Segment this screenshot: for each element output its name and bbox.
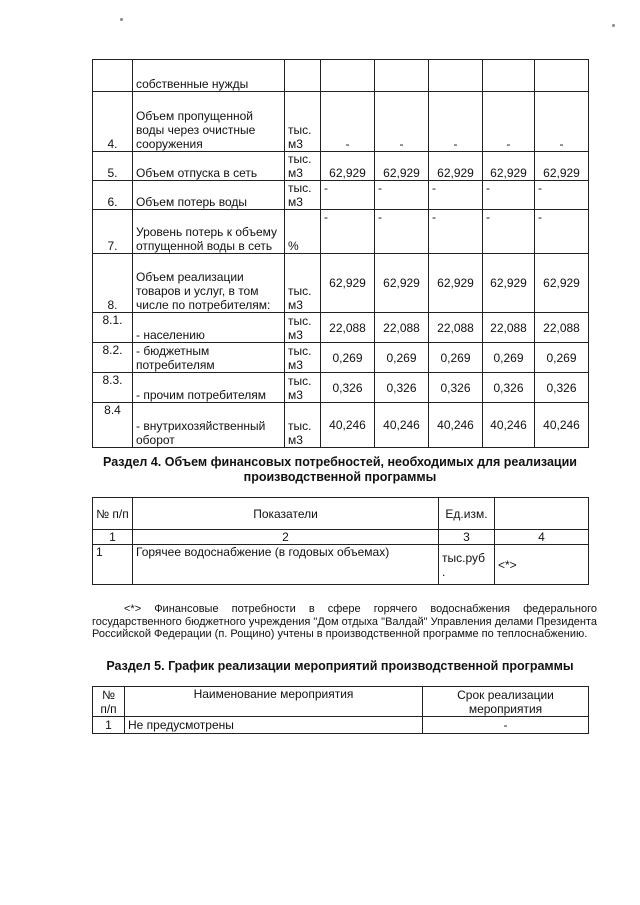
row-unit: тыс. м3	[285, 313, 321, 343]
row-value: 0,326	[429, 373, 483, 403]
row-value: -	[375, 92, 429, 152]
row-name: собственные нужды	[133, 60, 285, 92]
section5-title: Раздел 5. График реализации мероприятий производственной программы	[106, 659, 574, 673]
row-name: Не предусмотрены	[125, 717, 423, 734]
row-value: -	[429, 210, 483, 254]
row-value	[321, 60, 375, 92]
production-indicators-table	[92, 59, 589, 448]
row-value: 62,929	[535, 254, 589, 313]
row-unit	[285, 60, 321, 92]
header-unit: Ед.изм.	[439, 498, 495, 530]
row-num: 4.	[93, 92, 133, 152]
row-num: 1	[93, 717, 125, 734]
row-value: 22,088	[483, 313, 535, 343]
row-name: - населению	[133, 313, 285, 343]
header-num: № п/п	[93, 498, 133, 530]
row-value: 0,269	[429, 343, 483, 373]
colnum: 2	[133, 530, 439, 545]
row-value: 0,326	[321, 373, 375, 403]
row-unit: тыс. м3	[285, 152, 321, 181]
row-value: -	[483, 210, 535, 254]
table-row	[93, 254, 589, 313]
row-num: 7.	[93, 210, 133, 254]
row-value: -	[535, 92, 589, 152]
table-row	[93, 373, 589, 403]
table-row	[93, 60, 589, 92]
row-value: 40,246	[429, 403, 483, 448]
row-value	[483, 60, 535, 92]
section4-title-line1: Раздел 4. Объем финансовых потребностей, необходимых для реализации	[103, 455, 577, 469]
table-row	[93, 152, 589, 181]
colnum: 1	[93, 530, 133, 545]
row-value: 0,269	[375, 343, 429, 373]
row-name: - прочим потребителям	[133, 373, 285, 403]
row-value: 0,269	[535, 343, 589, 373]
header-value	[495, 498, 589, 530]
row-num: 8.	[93, 254, 133, 313]
row-value: -	[375, 210, 429, 254]
table-row	[93, 343, 589, 373]
header-name: Наименование мероприятия	[125, 687, 423, 717]
row-value: <*>	[495, 545, 589, 585]
row-num: 8.2.	[93, 343, 133, 373]
section4-title	[92, 455, 588, 485]
row-value	[375, 60, 429, 92]
row-value: 62,929	[321, 152, 375, 181]
row-value: 22,088	[321, 313, 375, 343]
row-name: Объем отпуска в сеть	[133, 152, 285, 181]
row-num: 5.	[93, 152, 133, 181]
row-value: 0,326	[375, 373, 429, 403]
row-value: 62,929	[375, 152, 429, 181]
row-name: - внутрихозяйственный оборот	[133, 403, 285, 448]
row-value	[429, 60, 483, 92]
footnote: <*> Финансовые потребности в сфере горячего водоснабжения федерального государственного бюджетного учреждения "Дом отдыха "Валдай" Управления делами Президента Российской Федерации (п. Рощино) учтены в производственной программе по теплоснабжению.	[92, 603, 597, 640]
row-num: 1	[93, 545, 133, 585]
row-value: 62,929	[535, 152, 589, 181]
row-name: Объем реализации товаров и услуг, в том числе по потребителям:	[133, 254, 285, 313]
row-value: 0,269	[321, 343, 375, 373]
row-value: -	[321, 210, 375, 254]
row-value: -	[321, 181, 375, 210]
activities-schedule-table	[92, 686, 589, 734]
row-value: 40,246	[375, 403, 429, 448]
row-unit: %	[285, 210, 321, 254]
row-value: 62,929	[429, 254, 483, 313]
header-name: Показатели	[133, 498, 439, 530]
row-value: -	[375, 181, 429, 210]
row-num: 8.3.	[93, 373, 133, 403]
row-unit: тыс.руб .	[439, 545, 495, 585]
row-name: - бюджетным потребителям	[133, 343, 285, 373]
colnum: 4	[495, 530, 589, 545]
row-unit: тыс. м3	[285, 343, 321, 373]
row-value	[535, 60, 589, 92]
row-name: Объем потерь воды	[133, 181, 285, 210]
table-row	[93, 181, 589, 210]
row-name: Горячее водоснабжение (в годовых объемах)	[133, 545, 439, 585]
table-row	[93, 403, 589, 448]
financial-needs-table	[92, 497, 589, 585]
row-num: 8.1.	[93, 313, 133, 343]
row-name: Уровень потерь к объему отпущенной воды в сеть	[133, 210, 285, 254]
scan-dot	[120, 18, 123, 21]
row-unit: тыс. м3	[285, 181, 321, 210]
row-unit: тыс. м3	[285, 254, 321, 313]
row-value: 22,088	[429, 313, 483, 343]
scan-dot	[612, 24, 615, 27]
row-value: 62,929	[429, 152, 483, 181]
row-value: -	[429, 92, 483, 152]
table-row	[93, 92, 589, 152]
row-value: 0,326	[483, 373, 535, 403]
row-value: -	[483, 181, 535, 210]
row-term: -	[423, 717, 589, 734]
row-value: 22,088	[375, 313, 429, 343]
row-name: Объем пропущенной воды через очистные сооружения	[133, 92, 285, 152]
row-value: 62,929	[375, 254, 429, 313]
row-unit: тыс. м3	[285, 403, 321, 448]
row-value: 62,929	[483, 254, 535, 313]
header-term: Срок реализации мероприятия	[423, 687, 589, 717]
row-num: 8.4	[93, 403, 133, 448]
section4-title-line2: производственной программы	[243, 470, 437, 484]
row-value: 40,246	[321, 403, 375, 448]
row-value: 62,929	[321, 254, 375, 313]
row-value: 0,269	[483, 343, 535, 373]
row-value: 40,246	[483, 403, 535, 448]
table-row	[93, 210, 589, 254]
row-value: -	[483, 92, 535, 152]
row-value: 0,326	[535, 373, 589, 403]
row-unit: тыс. м3	[285, 373, 321, 403]
row-num: 6.	[93, 181, 133, 210]
row-value: -	[535, 181, 589, 210]
row-value: -	[429, 181, 483, 210]
header-num: № п/п	[93, 687, 125, 717]
row-unit: тыс. м3	[285, 92, 321, 152]
table-row	[93, 313, 589, 343]
row-num	[93, 60, 133, 92]
colnum: 3	[439, 530, 495, 545]
row-value: -	[321, 92, 375, 152]
row-value: 62,929	[483, 152, 535, 181]
row-value: -	[535, 210, 589, 254]
row-value: 40,246	[535, 403, 589, 448]
row-value: 22,088	[535, 313, 589, 343]
